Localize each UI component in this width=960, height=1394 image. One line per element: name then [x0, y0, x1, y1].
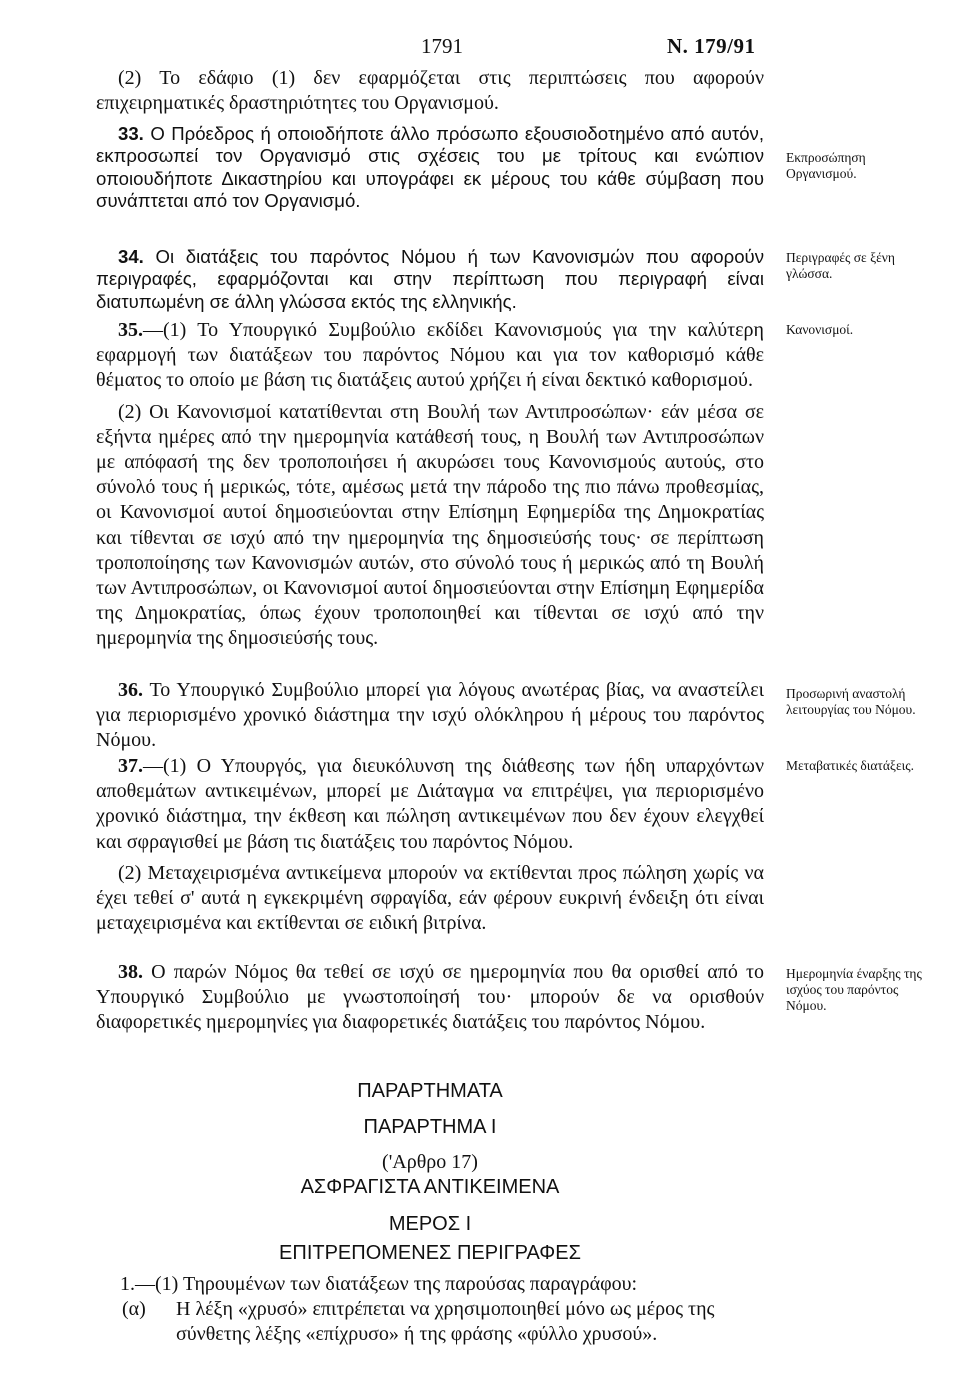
- section-36: [96, 678, 764, 754]
- annex-part: ΜΕΡΟΣ Ι: [388, 1213, 472, 1235]
- law-number: Ν. 179/91: [667, 34, 756, 58]
- margin-note-foreign-language: Περιγραφές σε ξένη γλώσσα.: [786, 250, 895, 281]
- section-number: 34.: [118, 246, 144, 267]
- annex-title: ΠΑΡΑΡΤΗΜΑΤΑ: [357, 1080, 503, 1102]
- paragraph-text: Ο παρών Νόμος θα τεθεί σε ισχύ σε ημερομηνία που θα ορισθεί από το Υπουργικό Συμβούλιο με γνωστοποίησή του· μπορούν δε να ορισθούν διαφορετικές ημερομηνίες για διαφορετικές διατάξεις του παρόντος Νόμου.: [96, 961, 765, 1034]
- margin-note-regulations: Κανονισμοί.: [786, 322, 854, 337]
- annex-item-1: [120, 1272, 764, 1297]
- margin-note-representation: Εκπροσώπηση Οργανισμού.: [786, 150, 866, 181]
- section-number: 33.: [118, 123, 144, 144]
- section-35: [96, 318, 764, 652]
- section-number: 38.: [118, 961, 143, 983]
- section-34: [96, 246, 764, 313]
- annex-item-a-label: (α): [122, 1298, 146, 1320]
- paragraph-text: (2) Οι Κανονισμοί κατατίθενται στη Βουλή των Αντιπροσώπων· εάν μέσα σε εξήντα ημέρες από την ημερομηνία κατάθεσή τους, η Βουλή των Αντιπροσώπων με απόφασή της δεν τροποποιήσει ή ακυρώσει τους Κανονισμούς αυτούς, στο σύνολό τους ή μερικώς, τότε, αμέσως μετά την πάροδο της πιο πάνω προθεσμίας, οι Κανονισμοί αυτοί δημοσιεύονται στην Επίσημη Εφημερίδα της Δημοκρατίας και τίθενται σε ισχύ από την ημερομηνία της δημοσιεύσής τους· σε περίπτωση τροποποίησης των Κανονισμών αυτών, στο σύνολό τους ή μερικώς από τη Βουλή των Αντιπροσώπων, οι Κανονισμοί αυτοί δημοσιεύονται στην Επίσημη Εφημερίδα της Δημοκρατίας, όπως έχουν τροποποιηθεί και τίθενται σε ισχύ από την ημερομηνία της δημοσιεύσής τους.: [96, 400, 764, 650]
- paragraph-text: —(1) Το Υπουργικό Συμβούλιο εκδίδει Κανονισμούς για την καλύτερη εφαρμογή των διατάξεων του παρόντος Νόμου και για τον καθορισμό κάθε θέματος το οποίο με βάση τις διατάξεις αυτού χρήζει ή είναι δεκτικό καθορισμού.: [96, 319, 764, 392]
- margin-note-suspension: Προσωρινή αναστολή λειτουργίας του Νόμου.: [786, 686, 916, 717]
- item-number: 1.—(1): [120, 1273, 179, 1295]
- margin-note-commencement: Ημερομηνία έναρξης της ισχύος του παρόντος Νόμου.: [786, 966, 922, 1013]
- section-number: 37.: [118, 755, 143, 777]
- paragraph-text: —(1) Ο Υπουργός, για διευκόλυνση της διάθεσης των ήδη υπαρχόντων αποθεμάτων αντικειμένων, μπορεί με Διάταγμα να επιτρέψει, για περιορισμένο χρονικό διάστημα, την έκθεση και πώληση αντικειμένων που δεν έχουν ελεγχθεί και σφραγισθεί με βάση τις διατάξεις του παρόντος Νόμου.: [96, 755, 764, 853]
- annex-item-a-text: Η λέξη «χρυσό» επιτρέπεται να χρησιμοποιηθεί μόνο ως μέρος της σύνθετης λέξης «επίχρυσο» ή της φράσης «φύλλο χρυσού».: [176, 1298, 715, 1346]
- section-33: [96, 123, 764, 213]
- page-number: 1791: [421, 34, 463, 58]
- section-37: [96, 754, 764, 936]
- item-text: Τηρουμένων των διατάξεων της παρούσας παραγράφου:: [182, 1273, 638, 1295]
- paragraph-text: Ο Πρόεδρος ή οποιοδήποτε άλλο πρόσωπο εξουσιοδοτημένο από αυτόν, εκπροσωπεί τον Οργανισμό στις σχέσεις του με τρίτους και ενώπιον οποιουδήποτε Δικαστηρίου και υπογράφει εκ μέρους του κάθε σύμβαση που συνάπτεται από τον Οργανισμό.: [96, 123, 765, 212]
- paragraph-text: (2) Μεταχειρισμένα αντικείμενα μπορούν να εκτίθενται προς πώληση χωρίς να έχει τεθεί σ' αυτά η εγκεκριμένη σφραγίδα, εάν φέρουν ευκρινή ένδειξη ότι είναι μεταχειρισμένα και εκτίθενται σε ειδική βιτρίνα.: [96, 861, 764, 935]
- section-32-subsection-2: [96, 66, 764, 116]
- section-number: 36.: [118, 679, 143, 701]
- paragraph-text: (2) Το εδάφιο (1) δεν εφαρμόζεται στις περιπτώσεις που αφορούν επιχειρηματικές δραστηριότητες του Οργανισμού.: [96, 67, 764, 115]
- annex-article-ref: ('Αρθρο 17): [382, 1151, 478, 1173]
- margin-note-transitional: Μεταβατικές διατάξεις.: [786, 758, 914, 773]
- section-38: [96, 960, 764, 1036]
- paragraph-text: Το Υπουργικό Συμβούλιο μπορεί για λόγους ανωτέρας βίας, να αναστείλει για περιορισμένο χρονικό διάστημα την ισχύ ολόκληρου ή μέρους του παρόντος Νόμου.: [96, 679, 764, 752]
- annex-part-heading: ΕΠΙΤΡΕΠΟΜΕΝΕΣ ΠΕΡΙΓΡΑΦΕΣ: [279, 1242, 581, 1264]
- paragraph-text: Οι διατάξεις του παρόντος Νόμου ή των Κανονισμών που αφορούν περιγραφές, εφαρμόζονται και στην περίπτωση που περιγραφή είναι διατυπωμένη σε άλλη γλώσσα εκτός της ελληνικής.: [96, 246, 765, 312]
- section-number: 35.: [118, 319, 143, 341]
- annex-subtitle: ΠΑΡΑΡΤΗΜΑ Ι: [363, 1116, 497, 1138]
- annex-heading: ΑΣΦΡΑΓΙΣΤΑ ΑΝΤΙΚΕΙΜΕΝΑ: [300, 1176, 560, 1198]
